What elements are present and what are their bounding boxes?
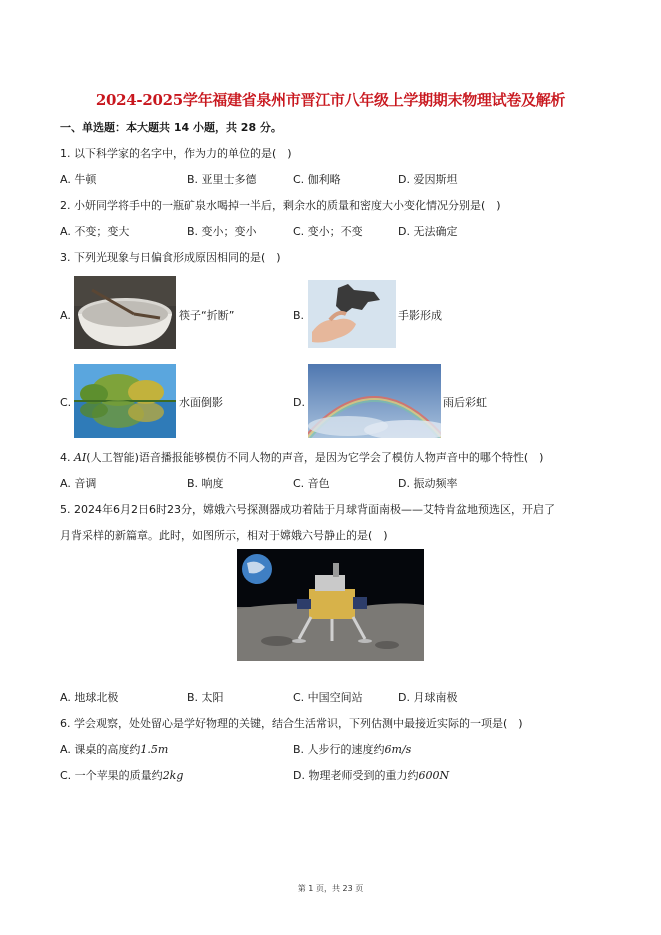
question-6-option-d	[293, 768, 449, 784]
question-5-stem-line-1: 5. 2024年6月2日6时23分，嫦娥六号探测器成功着陆于月球背面南极——艾特肯盆地预选区，开启了	[60, 503, 555, 516]
question-6-option-d-value: 600N	[418, 769, 450, 782]
question-1-option-d: D. 爱因斯坦	[398, 173, 458, 186]
question-4-stem-text: (人工智能)语音播报能够模仿不同人物的声音，是因为它学会了模仿人物声音中的哪个特性( )	[86, 451, 544, 464]
question-6-option-b-value: 6m/s	[384, 743, 412, 756]
question-3-stem: 3. 下列光现象与日偏食形成原因相同的是( )	[60, 251, 281, 264]
question-6-option-d-text: D. 物理老师受到的重力约	[293, 769, 419, 782]
question-2-option-b: B. 变小；变小	[187, 225, 257, 238]
question-3-option-a-caption: 筷子“折断”	[179, 309, 235, 322]
question-6-option-c-text: C. 一个苹果的质量约	[60, 769, 163, 782]
question-4-option-d: D. 振动频率	[398, 477, 458, 490]
question-5-stem-line-2: 月背采样的新篇章。此时，如图所示，相对于嫦娥六号静止的是( )	[60, 529, 388, 542]
question-1-option-a: A. 牛顿	[60, 173, 97, 186]
document-title: 2024-2025学年福建省泉州市晋江市八年级上学期期末物理试卷及解析	[95, 91, 566, 109]
question-2-option-c: C. 变小；不变	[293, 225, 363, 238]
chopsticks-bowl-image	[74, 276, 176, 349]
rainbow-image	[308, 364, 441, 438]
question-6-option-c-value: 2kg	[162, 769, 184, 782]
question-6-option-b	[293, 742, 411, 758]
question-3-option-c-letter: C.	[60, 396, 72, 409]
question-3-option-b-letter: B.	[293, 309, 305, 322]
change6-lander-image	[237, 549, 424, 661]
question-2-option-d: D. 无法确定	[398, 225, 458, 238]
page-footer: 第 1 页，共 23 页	[297, 884, 364, 893]
question-6-option-a	[60, 742, 168, 758]
question-6-option-a-value: 1.5m	[140, 743, 169, 756]
question-3-option-b-caption: 手影形成	[398, 309, 442, 322]
question-4-option-a: A. 音调	[60, 477, 97, 490]
question-4-stem	[60, 450, 543, 466]
water-reflection-image	[74, 364, 176, 438]
question-5-option-a: A. 地球北极	[60, 691, 119, 704]
question-4-option-b: B. 响度	[187, 477, 224, 490]
question-1-stem: 1. 以下科学家的名字中，作为力的单位的是( )	[60, 147, 292, 160]
question-6-option-b-text: B. 人步行的速度约	[293, 743, 385, 756]
question-6-stem: 6. 学会观察，处处留心是学好物理的关键，结合生活常识，下列估测中最接近实际的一项是( )	[60, 717, 523, 730]
hand-shadow-image	[308, 280, 396, 348]
question-2-option-a: A. 不变；变大	[60, 225, 130, 238]
question-3-option-d-letter: D.	[293, 396, 305, 409]
question-5-option-c: C. 中国空间站	[293, 691, 363, 704]
question-4-ai: AI	[74, 451, 87, 464]
question-4-option-c: C. 音色	[293, 477, 330, 490]
question-4-number: 4.	[60, 451, 71, 464]
question-6-option-c	[60, 768, 183, 784]
question-3-option-c-caption: 水面倒影	[179, 396, 223, 409]
question-5-option-d: D. 月球南极	[398, 691, 458, 704]
question-1-option-c: C. 伽利略	[293, 173, 341, 186]
question-2-stem: 2. 小妍同学将手中的一瓶矿泉水喝掉一半后，剩余水的质量和密度大小变化情况分别是( )	[60, 199, 501, 212]
section-heading: 一、单选题：本大题共 14 小题，共 28 分。	[60, 121, 282, 134]
question-3-option-a-letter: A.	[60, 309, 71, 322]
question-1-option-b: B. 亚里士多德	[187, 173, 257, 186]
question-3-option-d-caption: 雨后彩虹	[443, 396, 487, 409]
question-5-option-b: B. 太阳	[187, 691, 224, 704]
question-6-option-a-text: A. 课桌的高度约	[60, 743, 141, 756]
